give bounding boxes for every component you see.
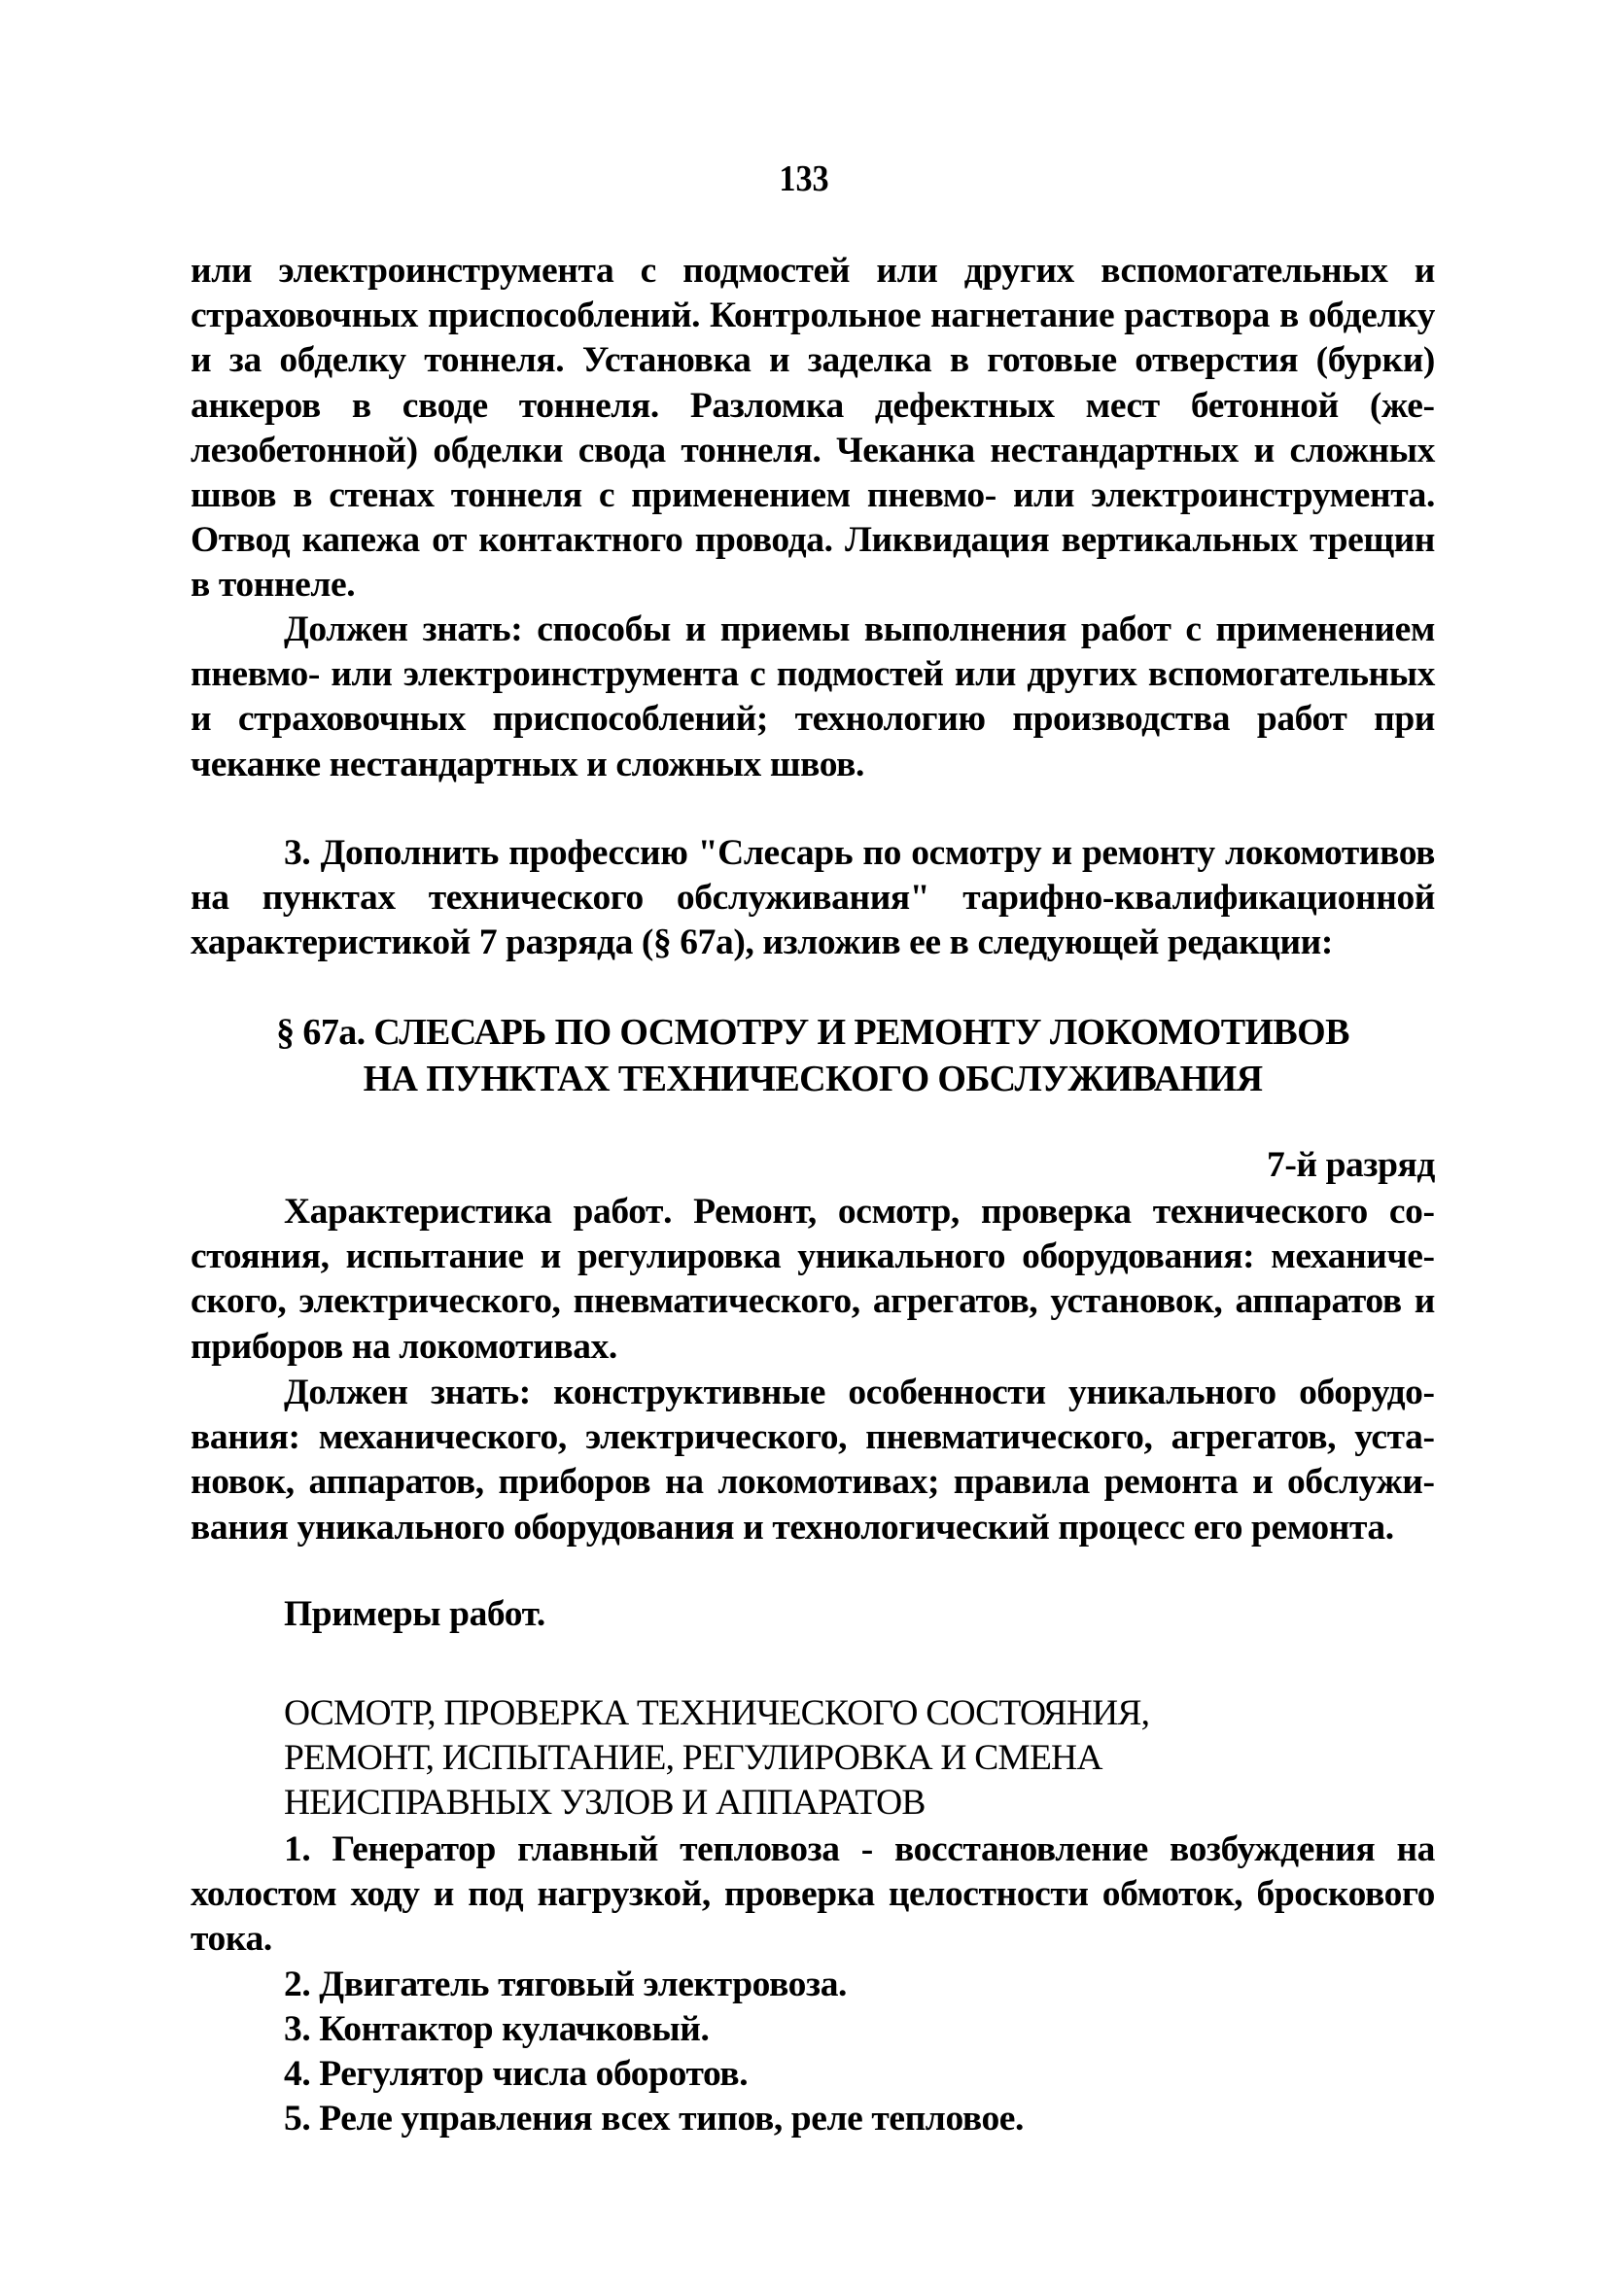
section-heading	[191, 1009, 1435, 1102]
must-know-text-1: способы и приемы выполнения работ с применением пневмо- или электроинструмента с подмостей или других вспомогательных и страховочных приспособлений; технологию производства работ при чеканке нестандартных и сложных швов.	[191, 609, 1435, 784]
examples-group-line-2: РЕМОНТ, ИСПЫТАНИЕ, РЕГУЛИРОВКА И СМЕНА	[284, 1738, 1102, 1779]
examples-group-line-3: НЕИСПРАВНЫХ УЗЛОВ И АППАРАТОВ	[284, 1783, 926, 1824]
examples-list	[191, 1827, 1435, 2141]
section-heading-line-2: НА ПУНКТАХ ТЕХНИЧЕСКОГО ОБСЛУЖИВАНИЯ	[363, 1059, 1263, 1099]
grade-label: 7-й разряд	[1266, 1145, 1435, 1185]
grade-block	[191, 1143, 1435, 1188]
characteristics-label: Характеристика работ	[284, 1192, 664, 1232]
characteristics-block	[191, 1190, 1435, 1370]
example-item: 2. Двигатель тяговый электровоза.	[284, 1964, 848, 2004]
examples-heading-block	[191, 1592, 1435, 1637]
continuation-paragraph: или электроинструмента с подмостей или других вспомогательных и страховочных приспособлений. Контрольное нагнетание раствора в обделку и за обделку тоннеля. Установка и заделка в готовые отверстия (бурки) анкеров в своде тоннеля. Разломка дефектных мест бетонной (железобетонной) обделки свода тоннеля. Чеканка нестандартных и сложных швов в стенах тоннеля с применением пневмо- или электроинструмента. Отвод капежа от контактного провода. Ликвидация вертикальных трещин в тоннеле.	[191, 251, 1435, 606]
examples-group-line-1: ОСМОТР, ПРОВЕРКА ТЕХНИЧЕСКОГО СОСТОЯНИЯ,	[284, 1693, 1150, 1733]
must-know-block-2	[191, 1371, 1435, 1550]
examples-heading: Примеры работ.	[284, 1594, 545, 1634]
amendment-paragraph: 3. Дополнить профессию "Слесарь по осмотру и ремонту локомотивов на пунктах технического обслуживания" тарифно-квалификационной характеристикой 7 разряда (§ 67а), изложив ее в следующей редакции:	[191, 833, 1435, 963]
continuation-block	[191, 249, 1435, 609]
must-know-paragraph-1	[191, 608, 1435, 787]
must-know-label-2: Должен знать	[284, 1373, 519, 1412]
must-know-block-1	[191, 608, 1435, 787]
amendment-block	[191, 831, 1435, 966]
page-number: 133	[779, 158, 829, 199]
example-item: 1. Генератор главный тепловоза - восстановление возбуждения на холостом ходу и под нагрузкой, проверка целостности обмоток, броскового тока.	[191, 1829, 1435, 1960]
must-know-text-2: : конструктивные особенности уникального оборудования: механического, электрического, пневматического, агрегатов, установок, аппаратов, приборов на локомотивах; правила ремонта и обслуживания уникального оборудования и технологический процесс его ремонта.	[191, 1373, 1435, 1548]
example-item: 5. Реле управления всех типов, реле тепловое.	[284, 2099, 1025, 2139]
example-item: 4. Регулятор числа оборотов.	[284, 2054, 749, 2095]
example-item: 3. Контактор кулачковый.	[284, 2008, 710, 2049]
must-know-paragraph-2	[191, 1371, 1435, 1550]
characteristics-text: . Ремонт, осмотр, проверка технического состояния, испытание и регулировка уникального оборудования: механического, электрического, пневматического, агрегатов, установок, аппаратов и приборов на локомотивах.	[191, 1192, 1435, 1367]
must-know-label-1: Должен знать:	[284, 609, 523, 649]
section-heading-line-1: § 67а. СЛЕСАРЬ ПО ОСМОТРУ И РЕМОНТУ ЛОКОМОТИВОВ	[276, 1012, 1349, 1053]
examples-group-block	[191, 1691, 1435, 1826]
characteristics-paragraph	[191, 1190, 1435, 1370]
